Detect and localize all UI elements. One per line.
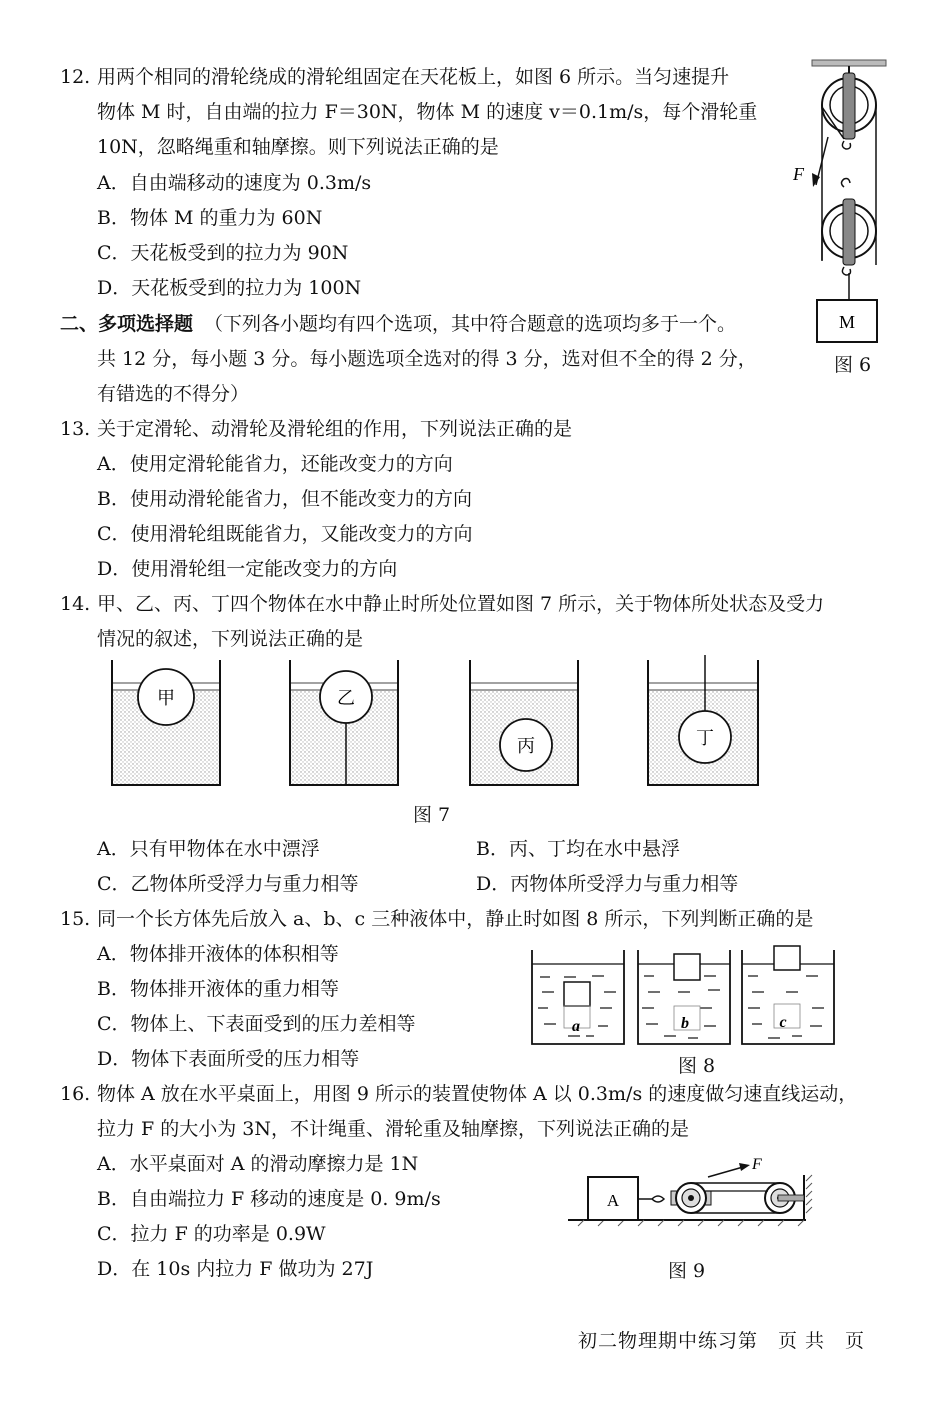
figure-8-liquids xyxy=(528,942,838,1052)
liquid-a-label: a xyxy=(572,1018,580,1035)
q16-option-a: A．水平桌面对 A 的滑动摩擦力是 1N xyxy=(97,1153,419,1175)
section-2-intro-line-2: 共 12 分，每小题 3 分。每小题选项全选对的得 3 分，选对但不全的得 2 分， xyxy=(97,348,757,370)
object-bing-label: 丙 xyxy=(517,736,535,757)
q15-option-c: C．物体上、下表面受到的压力差相等 xyxy=(97,1013,416,1035)
q16-stem-line-1: 物体 A 放在水平桌面上，用图 9 所示的装置使物体 A 以 0.3m/s 的速度做匀速直线运动， xyxy=(97,1083,858,1105)
q12-option-d: D．天花板受到的拉力为 100N xyxy=(97,277,362,299)
container-c xyxy=(742,946,834,1044)
q14-number: 14. xyxy=(60,593,91,615)
section-2-intro-line-1: （下列各小题均有四个选项，其中符合题意的选项均多于一个。 xyxy=(204,313,737,335)
beaker-jia xyxy=(112,660,220,785)
q14-stem-line-2: 情况的叙述，下列说法正确的是 xyxy=(97,628,364,650)
q13-option-a: A．使用定滑轮能省力，还能改变力的方向 xyxy=(97,453,453,475)
q13-stem: 关于定滑轮、动滑轮及滑轮组的作用，下列说法正确的是 xyxy=(97,418,573,440)
section-2-title: 二、多项选择题 xyxy=(60,313,194,335)
q14-option-c: C．乙物体所受浮力与重力相等 xyxy=(97,873,359,895)
q14-stem-line-1: 甲、乙、丙、丁四个物体在水中静止时所处位置如图 7 所示，关于物体所处状态及受力 xyxy=(97,593,825,615)
q14-option-b: B．丙、丁均在水中悬浮 xyxy=(476,838,680,860)
liquid-b-label: b xyxy=(681,1015,689,1032)
q16-option-d: D．在 10s 内拉力 F 做功为 27J xyxy=(97,1258,374,1280)
figure-8-caption: 图 8 xyxy=(678,1055,716,1077)
q15-option-d: D．物体下表面所受的压力相等 xyxy=(97,1048,360,1070)
q13-number: 13. xyxy=(60,418,91,440)
q13-option-c: C．使用滑轮组既能省力，又能改变力的方向 xyxy=(97,523,473,545)
page-footer: 初二物理期中练习第 页 共 页 xyxy=(578,1330,866,1352)
q12-stem-line-3: 10N，忽略绳重和轴摩擦。则下列说法正确的是 xyxy=(97,136,499,158)
q16-number: 16. xyxy=(60,1083,91,1105)
beaker-yi xyxy=(290,660,398,785)
figure-9-caption: 图 9 xyxy=(668,1260,706,1282)
figure-7-caption: 图 7 xyxy=(413,804,451,826)
q14-option-a: A．只有甲物体在水中漂浮 xyxy=(97,838,320,860)
q16-option-b: B．自由端拉力 F 移动的速度是 0. 9m/s xyxy=(97,1188,441,1210)
q12-option-c: C．天花板受到的拉力为 90N xyxy=(97,242,349,264)
section-2-intro-line-3: 有错选的不得分） xyxy=(97,383,250,405)
q15-stem: 同一个长方体先后放入 a、b、c 三种液体中，静止时如图 8 所示，下列判断正确的是 xyxy=(97,908,814,930)
q12-stem-line-2: 物体 M 时，自由端的拉力 F＝30N，物体 M 的速度 v＝0.1m/s，每个滑轮重 xyxy=(97,101,758,123)
container-a xyxy=(532,950,624,1044)
q15-option-b: B．物体排开液体的重力相等 xyxy=(97,978,339,1000)
figure-9-block-label: A xyxy=(606,1191,620,1210)
figure-6-force-label: F xyxy=(793,164,804,184)
figure-9-horizontal-pulley xyxy=(568,1155,813,1235)
q15-option-a: A．物体排开液体的体积相等 xyxy=(97,943,339,965)
figure-9-force-label: F xyxy=(752,1156,762,1173)
q13-option-b: B．使用动滑轮能省力，但不能改变力的方向 xyxy=(97,488,472,510)
figure-6-pulley-system xyxy=(793,55,910,380)
liquid-c-label: c xyxy=(779,1014,787,1031)
object-yi-label: 乙 xyxy=(337,688,355,709)
object-jia-label: 甲 xyxy=(157,688,175,709)
q12-number: 12. xyxy=(60,66,91,88)
q12-option-b: B．物体 M 的重力为 60N xyxy=(97,207,323,229)
q16-stem-line-2: 拉力 F 的大小为 3N，不计绳重、滑轮重及轴摩擦，下列说法正确的是 xyxy=(97,1118,690,1140)
figure-7-beakers xyxy=(100,655,840,790)
figure-6-mass-label: M xyxy=(838,312,856,332)
figure-6-caption: 图 6 xyxy=(834,354,872,376)
object-ding-label: 丁 xyxy=(696,728,714,749)
q15-number: 15. xyxy=(60,908,91,930)
container-b xyxy=(638,950,730,1044)
q12-stem-line-1: 用两个相同的滑轮绕成的滑轮组固定在天花板上，如图 6 所示。当匀速提升 xyxy=(97,66,730,88)
q14-option-d: D．丙物体所受浮力与重力相等 xyxy=(476,873,739,895)
q16-option-c: C．拉力 F 的功率是 0.9W xyxy=(97,1223,326,1245)
q12-option-a: A．自由端移动的速度为 0.3m/s xyxy=(97,172,372,194)
beaker-bing xyxy=(470,660,578,785)
q13-option-d: D．使用滑轮组一定能改变力的方向 xyxy=(97,558,398,580)
beaker-ding xyxy=(648,655,758,785)
